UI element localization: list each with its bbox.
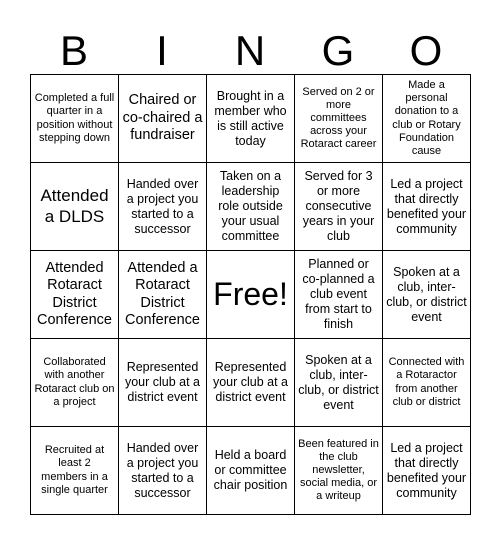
cell-text: Represented your club at a district event [124,360,201,404]
header-letter-o: O [409,27,443,74]
bingo-cell-r3-c2[interactable] [207,339,295,427]
bingo-cell-r1-c3[interactable] [295,163,383,251]
cell-text: Served on 2 or more committees across your Rotaract career [300,85,377,151]
bingo-cell-r0-c0[interactable] [31,75,119,163]
bingo-cell-r2-c1[interactable] [119,251,207,339]
bingo-cell-r0-c1[interactable] [119,75,207,163]
bingo-board [30,74,471,515]
bingo-cell-r2-c0[interactable] [31,251,119,339]
cell-text: Spoken at a club, inter-club, or district event [298,352,379,412]
bingo-cell-r4-c1[interactable] [119,427,207,515]
header-letter-n: N [234,27,266,74]
cell-text: Brought in a member who is still active today [214,88,287,148]
bingo-cell-r1-c0[interactable] [31,163,119,251]
cell-text: Handed over a project you started to a successor [126,176,199,236]
bingo-cell-r2-c4[interactable] [383,251,471,339]
bingo-cell-r4-c0[interactable] [31,427,119,515]
bingo-cell-r0-c2[interactable] [207,75,295,163]
header-letter-b: B [59,27,88,74]
bingo-header [30,28,470,74]
bingo-cell-r4-c4[interactable] [383,427,471,515]
bingo-cell-r4-c3[interactable] [295,427,383,515]
bingo-cell-r0-c3[interactable] [295,75,383,163]
cell-text: Chaired or co-chaired a fundraiser [122,92,203,144]
bingo-cell-r1-c1[interactable] [119,163,207,251]
cell-text: Served for 3 or more consecutive years in your club [302,169,375,243]
bingo-cell-r1-c2[interactable] [207,163,295,251]
bingo-cell-r2-c3[interactable] [295,251,383,339]
bingo-cell-r4-c2[interactable] [207,427,295,515]
cell-text: Led a project that directly benefited your community [386,176,467,236]
free-space-text: Free! [213,276,288,313]
cell-text: Completed a full quarter in a position without stepping down [34,92,115,144]
cell-text: Spoken at a club, inter-club, or district event [386,264,467,324]
cell-text: Attended a Rotaract District Conference [125,259,200,328]
bingo-cell-r1-c4[interactable] [383,163,471,251]
cell-text: Handed over a project you started to a successor [126,440,199,500]
bingo-cell-r3-c1[interactable] [119,339,207,427]
cell-text: Held a board or committee chair position [213,448,288,492]
cell-text: Led a project that directly benefited your community [386,440,467,500]
cell-text: Recruited at least 2 members in a single quarter [41,444,108,496]
cell-text: Represented your club at a district event [212,360,289,404]
cell-text: Taken on a leadership role outside your usual committee [218,169,283,243]
bingo-cell-free[interactable] [207,251,295,339]
bingo-cell-r3-c3[interactable] [295,339,383,427]
bingo-cell-r0-c4[interactable] [383,75,471,163]
cell-text: Collaborated with another Rotaract club on a project [34,356,115,408]
bingo-cell-r3-c4[interactable] [383,339,471,427]
cell-text: Been featured in the club newsletter, social media, or a writeup [298,437,379,503]
cell-text: Planned or co-planned a club event from start to finish [302,257,375,331]
cell-text: Connected with a Rotaractor from another club or district [388,356,465,408]
cell-text: Attended a DLDS [40,186,109,226]
cell-text: Made a personal donation to a club or Rotary Foundation cause [392,78,461,157]
header-letter-g: G [321,27,355,74]
cell-text: Attended Rotaract District Conference [37,259,112,328]
header-letter-i: I [156,27,168,74]
bingo-cell-r3-c0[interactable] [31,339,119,427]
